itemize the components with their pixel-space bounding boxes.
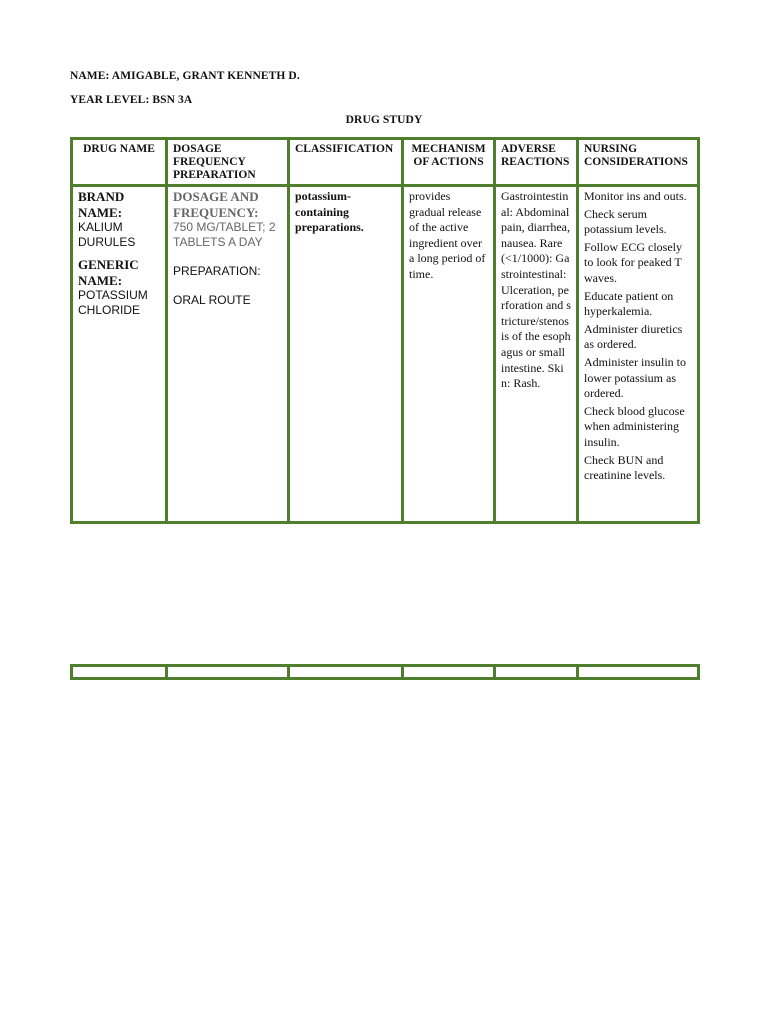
preparation-value: ORAL ROUTE xyxy=(173,293,251,307)
mechanism-cell: provides gradual release of the active ingredient over a long period of time. xyxy=(403,186,495,523)
list-item: Follow ECG closely to look for peaked T waves. xyxy=(584,239,682,285)
preparation-label: PREPARATION: xyxy=(173,264,261,278)
brand-name-label: BRAND NAME: xyxy=(78,189,125,220)
col-header-dosage: DOSAGE FREQUENCY PREPARATION xyxy=(167,139,289,186)
list-item: Administer diuretics as ordered. xyxy=(584,321,683,352)
document-title: DRUG STUDY xyxy=(345,114,423,126)
dosage-frequency-value: 750 MG/TABLET; 2 TABLETS A DAY xyxy=(173,220,276,249)
list-item: Educate patient on hyperkalemia. xyxy=(584,288,674,319)
nursing-considerations-cell xyxy=(578,186,699,523)
list-item: Check serum potassium levels. xyxy=(584,206,667,237)
col-header-classification: CLASSIFICATION xyxy=(289,139,403,186)
dosage-frequency-label: DOSAGE AND FREQUENCY: xyxy=(173,189,259,220)
col-header-drug-name: DRUG NAME xyxy=(72,139,167,186)
drug-study-table xyxy=(70,137,700,524)
generic-name-value: POTASSIUM CHLORIDE xyxy=(78,288,148,317)
empty-cell xyxy=(289,666,403,679)
empty-cell xyxy=(495,666,578,679)
empty-cell xyxy=(167,666,289,679)
generic-name-label: GENERIC NAME: xyxy=(78,257,139,288)
dosage-cell xyxy=(167,186,289,523)
list-item: Check blood glucose when administering insulin. xyxy=(584,403,685,449)
list-item: Check BUN and creatinine levels. xyxy=(584,452,666,483)
col-header-nursing: NURSING CONSIDERATIONS xyxy=(578,139,699,186)
year-level: YEAR LEVEL: BSN 3A xyxy=(70,94,193,106)
brand-name-value: KALIUM DURULES xyxy=(78,220,136,249)
col-header-adverse: ADVERSE REACTIONS xyxy=(495,139,578,186)
list-item: Administer insulin to lower potassium as ordered. xyxy=(584,354,686,401)
empty-table-row xyxy=(70,664,700,680)
student-name: NAME: AMIGABLE, GRANT KENNETH D. xyxy=(70,70,300,82)
table-row xyxy=(72,186,699,523)
classification-cell: potassium-containing preparations. xyxy=(289,186,403,523)
table-row xyxy=(72,666,699,679)
drug-name-cell xyxy=(72,186,167,523)
empty-cell xyxy=(403,666,495,679)
empty-cell xyxy=(72,666,167,679)
adverse-reactions-cell: Gastrointestinal: Abdominal pain, diarrhea, nausea. Rare (<1/1000): Gastrointestinal: Ulceration, perforation and stricture/stenosis of the esophagus or small intestine. Skin: Rash. xyxy=(495,186,578,523)
col-header-mechanism: MECHANISM OF ACTIONS xyxy=(403,139,495,186)
empty-cell xyxy=(578,666,699,679)
table-header-row xyxy=(72,139,699,186)
list-item: Monitor ins and outs. xyxy=(584,189,687,203)
